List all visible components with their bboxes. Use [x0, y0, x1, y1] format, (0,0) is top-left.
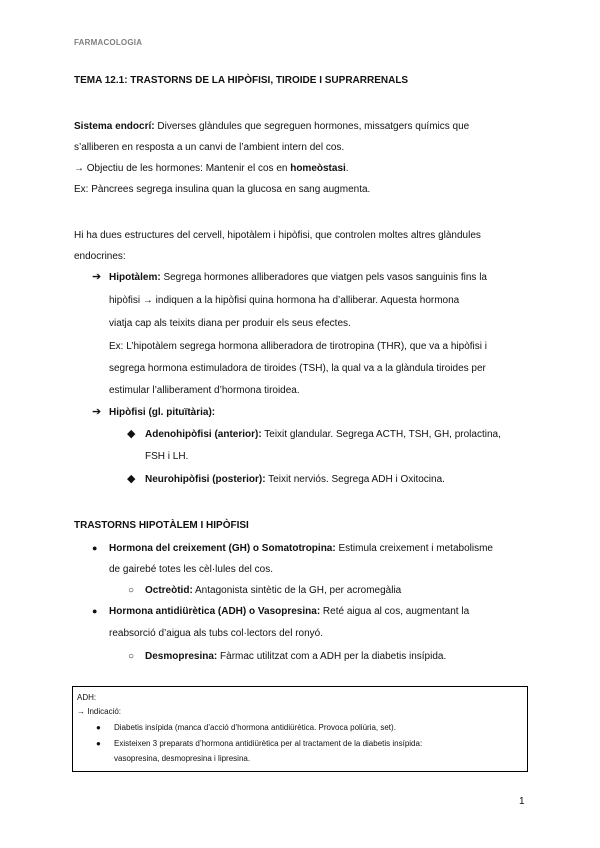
objective-suffix: .	[345, 163, 349, 174]
objective-bold: homeòstasi	[290, 163, 346, 174]
hipotalem-example-line1: Ex: L’hipotàlem segrega hormona alliberadora de tirotropina (THR), que va a hipòfisi i	[109, 341, 487, 352]
running-header: FARMACOLOGIA	[74, 38, 143, 47]
dot-bullet-icon: ●	[92, 606, 98, 616]
arrow-bullet-icon: ➔	[92, 406, 102, 418]
hipotalem-line3: viatja cap als teixits diana per produir els seus efectes.	[109, 318, 351, 329]
desmopresina-line	[145, 646, 446, 667]
adenohipofisi-line1	[145, 424, 501, 445]
adh-line1-text: Reté aigua al cos, augmentant la	[320, 606, 470, 617]
hipotalem-line2: hipòfisi → indiquen a la hipòfisi quina hormona ha d’alliberar. Aquesta hormona	[109, 295, 460, 306]
hipotalem-example-line3: estimular l’alliberament d’hormona tiroidea.	[109, 385, 300, 396]
adh-line2: reabsorció d’aigua als tubs col·lectors del ronyó.	[109, 628, 323, 639]
box-item1: Diabetis insípida (manca d’acció d’hormona antidiürètica. Provoca poliúria, set).	[114, 723, 396, 732]
adenohipofisi-line2: FSH i LH.	[145, 451, 189, 462]
box-item2-line1: Existeixen 3 preparats d’hormona antidiürètica per al tractament de la diabetis insípida:	[114, 739, 423, 748]
endocrine-definition-line1	[74, 116, 528, 137]
hipotalem-line1	[109, 267, 528, 288]
disorders-heading: TRASTORNS HIPOTÀLEM I HIPÒFISI	[74, 520, 249, 531]
gh-term: Hormona del creixement (GH) o Somatotropina:	[109, 543, 336, 554]
hipofisi-term: Hipòfisi (gl. pituïtària):	[109, 407, 216, 418]
neurohipofisi-line	[145, 469, 445, 490]
box-title: ADH:	[77, 693, 97, 702]
desmopresina-text: Fàrmac utilitzat com a ADH per la diabetis insípida.	[217, 651, 447, 662]
box-indication: → Indicació:	[77, 707, 122, 716]
box-item2-line2: vasopresina, desmopresina i lipresina.	[114, 754, 251, 763]
diamond-bullet-icon: ◆	[127, 428, 136, 440]
hipotalem-example-line2: segrega hormona estimuladora de tiroides (TSH), la qual va a la glàndula tiroides per	[109, 363, 486, 374]
arrow-bullet-icon: ➔	[92, 271, 102, 283]
gh-line1-text: Estimula creixement i metabolisme	[335, 543, 493, 554]
circle-bullet-icon: ○	[128, 585, 135, 596]
hipotalem-term: Hipotàlem:	[109, 272, 161, 283]
dot-bullet-icon: ●	[96, 723, 101, 732]
hipotalem-line1-text: Segrega hormones alliberadores que viatgen pels vasos sanguinis fins la	[160, 272, 487, 283]
adh-note-box	[72, 686, 528, 772]
octreotid-line	[145, 580, 401, 601]
endocrine-example: Ex: Pàncrees segrega insulina quan la glucosa en sang augmenta.	[74, 184, 371, 195]
intro-line1: Hi ha dues estructures del cervell, hipotàlem i hipòfisi, que controlen moltes altres glàndules	[74, 230, 481, 241]
neurohipofisi-text: Teixit nerviós. Segrega ADH i Oxitocina.	[265, 474, 445, 485]
endocrine-term: Sistema endocrí:	[74, 121, 155, 132]
adenohipofisi-term: Adenohipòfisi (anterior):	[145, 429, 262, 440]
endocrine-line1-text: Diverses glàndules que segreguen hormones, missatgers químics que	[154, 121, 470, 132]
adh-line1	[109, 601, 528, 622]
neurohipofisi-term: Neurohipòfisi (posterior):	[145, 474, 266, 485]
octreotid-term: Octreòtid:	[145, 585, 193, 596]
endocrine-definition-line2: s’alliberen en resposta a un canvi de l’ambient intern del cos.	[74, 142, 345, 153]
adenohipofisi-line1-text: Teixit glandular. Segrega ACTH, TSH, GH, prolactina,	[261, 429, 501, 440]
diamond-bullet-icon: ◆	[127, 473, 136, 485]
endocrine-objective	[74, 158, 349, 179]
desmopresina-term: Desmopresina:	[145, 651, 218, 662]
dot-bullet-icon: ●	[96, 739, 101, 748]
intro-line2: endocrines:	[74, 251, 126, 262]
adh-term: Hormona antidiürètica (ADH) o Vasopresina:	[109, 606, 321, 617]
page-title: TEMA 12.1: TRASTORNS DE LA HIPÒFISI, TIROIDE I SUPRARRENALS	[74, 75, 409, 86]
gh-line1	[109, 538, 528, 559]
dot-bullet-icon: ●	[92, 543, 98, 553]
hipofisi-heading	[109, 402, 215, 423]
circle-bullet-icon: ○	[128, 651, 135, 662]
gh-line2: de gairebé totes les cèl·lules del cos.	[109, 564, 273, 575]
octreotid-text: Antagonista sintètic de la GH, per acromegàlia	[192, 585, 402, 596]
objective-prefix: → Objectiu de les hormones: Mantenir el cos en	[74, 163, 291, 174]
page-number: 1	[519, 796, 525, 807]
